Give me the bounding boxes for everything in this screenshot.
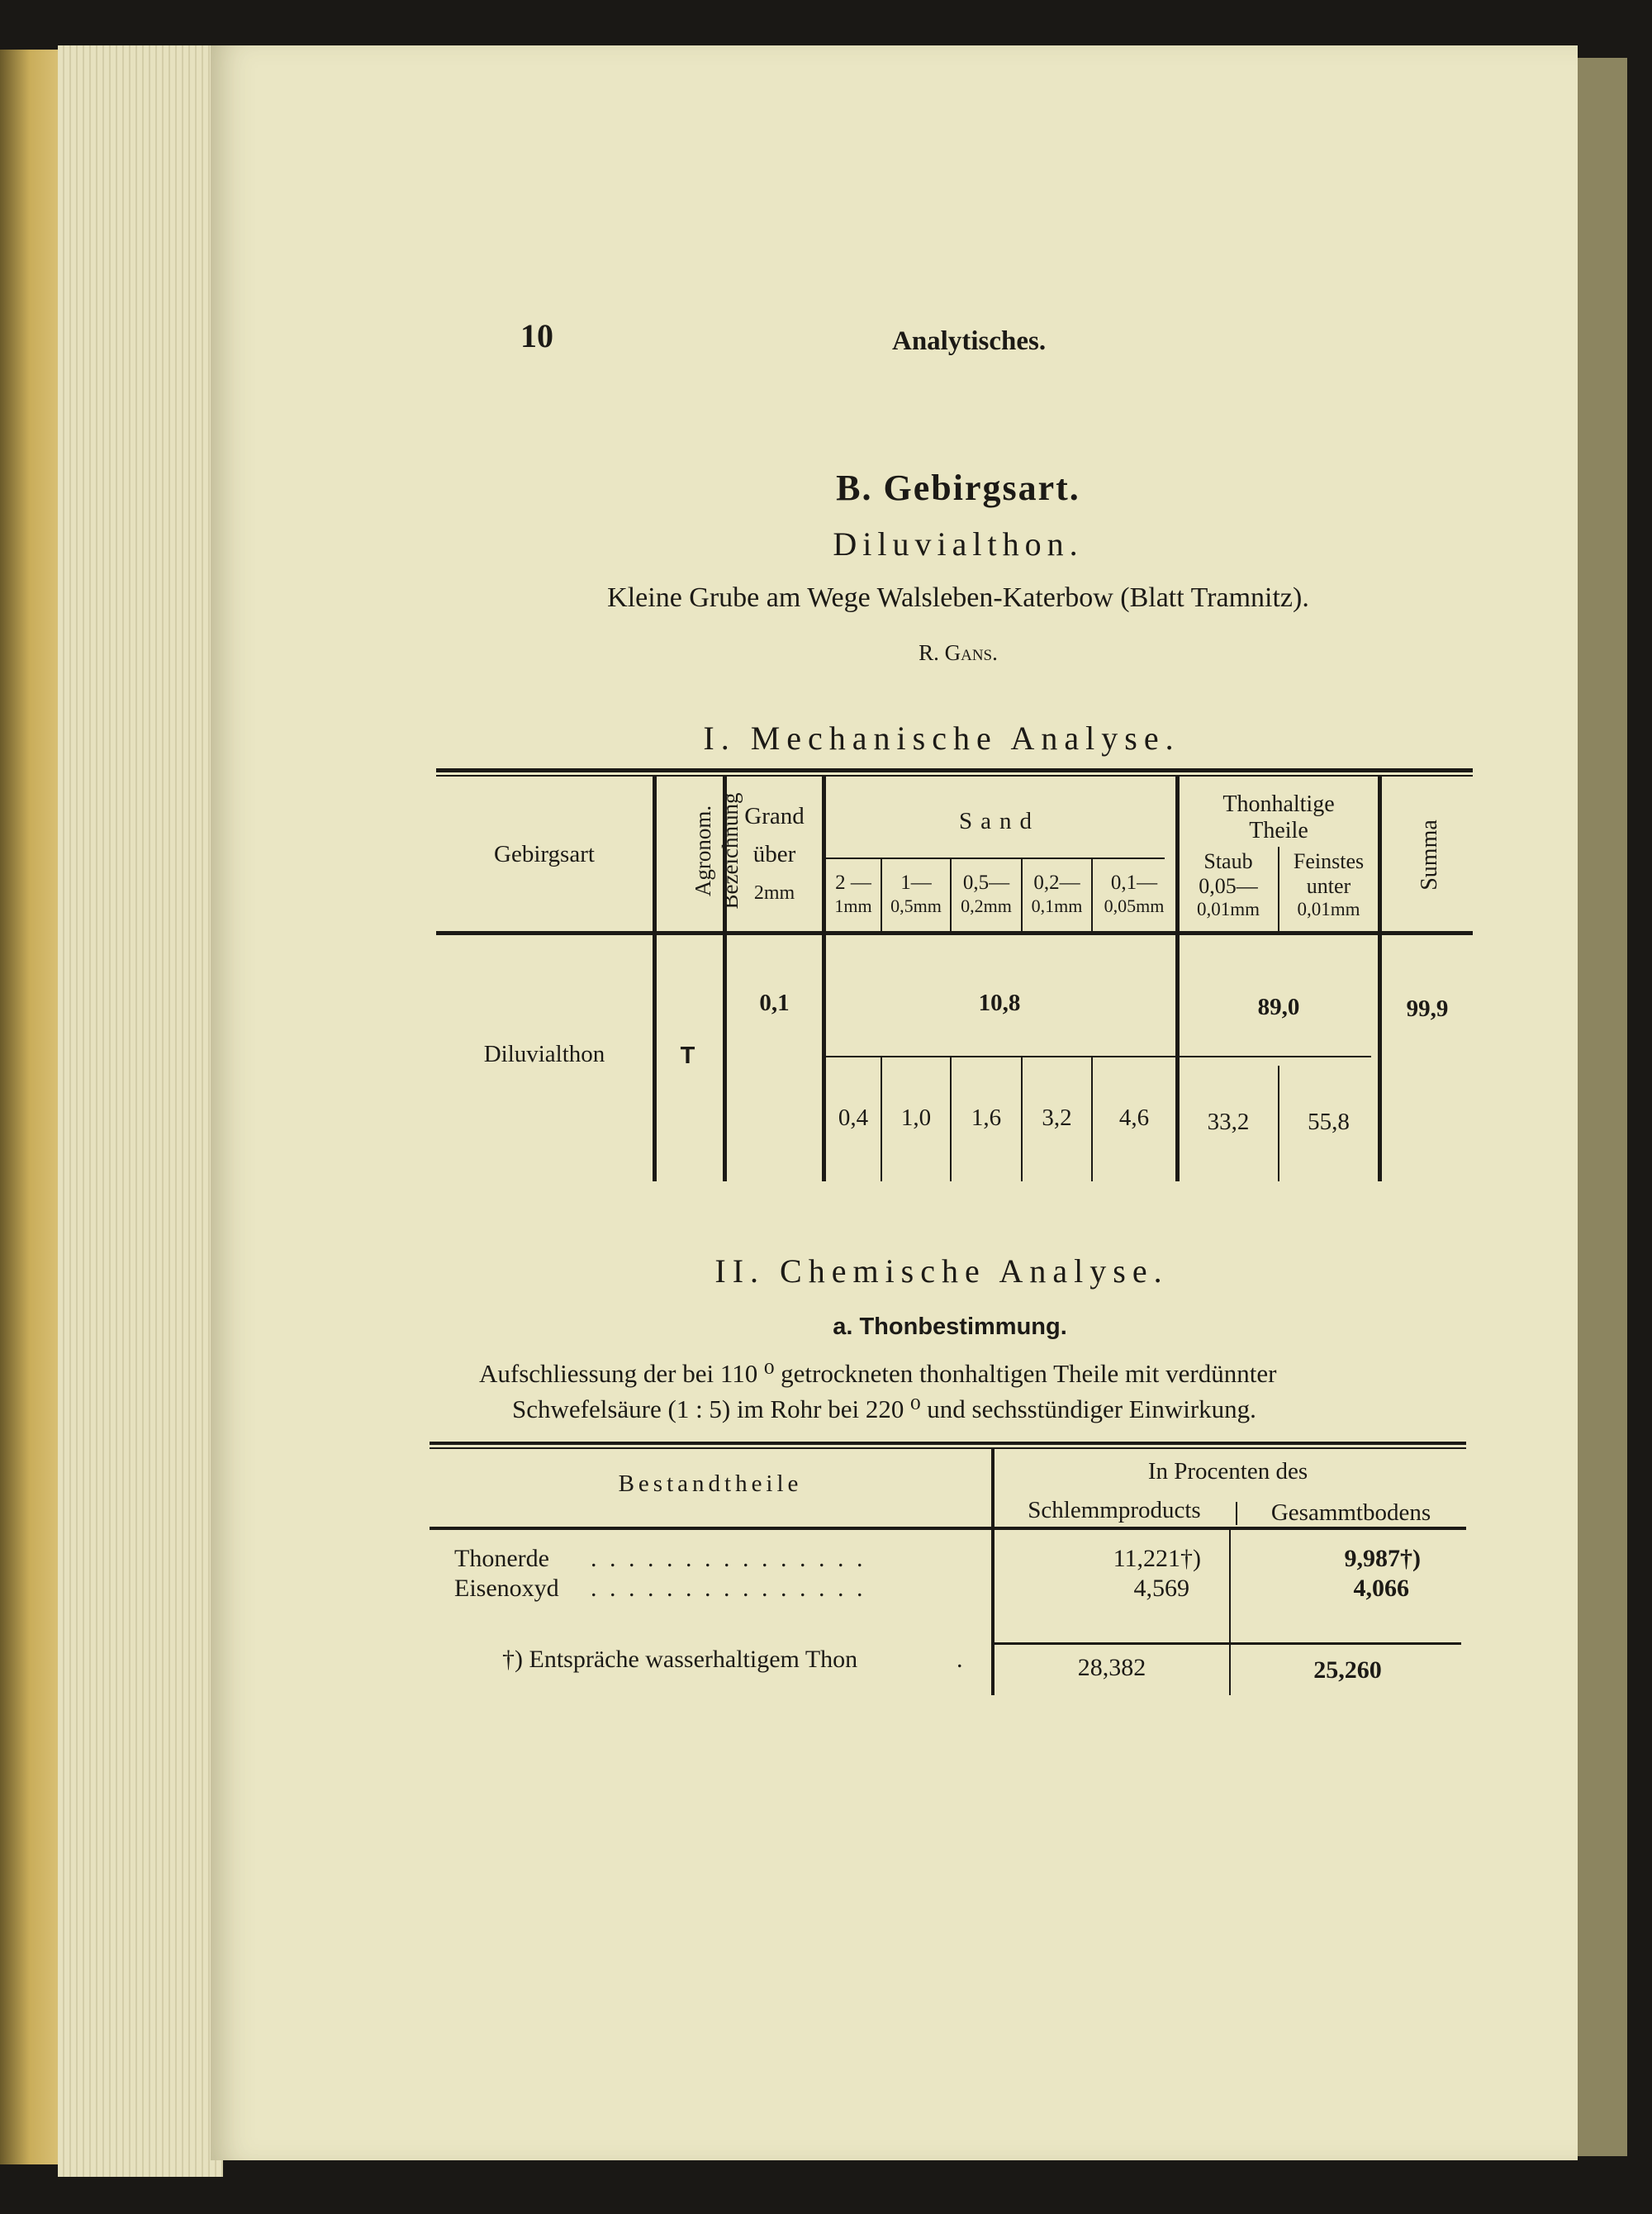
page-stack [58,45,223,2177]
row-thon-total: 89,0 [1257,994,1300,1020]
row-summa: 99,9 [1406,995,1449,1022]
col-thon-2: Theile [1249,818,1308,843]
row-sand-total: 10,8 [978,990,1021,1016]
running-title: Analytisches. [892,326,1047,356]
col-summa: Summa [1417,820,1442,891]
col-grand-2: über [752,841,796,867]
row-1-gesamt: 4,066 [1353,1575,1409,1602]
col-prozent: In Procenten des [1147,1458,1308,1485]
section-subtitle: Diluvialthon. [833,525,1084,563]
row-grand: 0,1 [759,990,790,1016]
col-gebirgsart: Gebirgsart [494,841,595,867]
col-agronom-line2: Bezeichnung [718,792,743,910]
thon-sub-0: Staub 0,05— 0,01mm [1196,849,1260,919]
footnote-dot: . [957,1646,963,1673]
thon-value-0: 33,2 [1207,1109,1250,1135]
page-number: 10 [520,317,553,354]
sand-sub-3: 0,2— 0,1mm [1031,872,1083,916]
col-grand-1: Grand [744,803,805,829]
col-sand: Sand [959,808,1040,834]
row-1-name: Eisenoxyd [454,1575,559,1602]
row-0-name: Thonerde [454,1545,549,1572]
sand-value-1: 1,0 [900,1105,932,1131]
row-0-dots: . . . . . . . . . . . . . . . [591,1545,866,1572]
sand-value-4: 4,6 [1118,1105,1150,1131]
row-1-schlemm: 4,569 [1133,1575,1189,1602]
sand-sub-4: 0,1— 0,05mm [1104,872,1165,916]
chem-para-1: Aufschliessung der bei 110 ⁰ getrockneten thonhaltigen Theile mit verdünnter [479,1359,1277,1388]
author-line: R. Gans. [919,640,998,665]
col-schlemm: Schlemmproducts [1028,1497,1201,1523]
col-thon-1: Thonhaltige [1222,791,1335,817]
col-bestand: Bestandtheile [618,1470,803,1497]
chem-subheading: a. Thonbestimmung. [833,1314,1067,1340]
thon-value-1: 55,8 [1308,1109,1350,1135]
sand-value-3: 3,2 [1042,1105,1072,1131]
chem-heading: II. Chemische Analyse. [714,1252,1169,1290]
footnote-schlemm: 28,382 [1077,1654,1146,1681]
thon-sub-1: Feinstes unter 0,01mm [1293,849,1365,919]
footnote-label: †) Entspräche wasserhaltigem Thon [502,1646,858,1673]
row-1-dots: . . . . . . . . . . . . . . . [591,1575,866,1602]
sand-value-2: 1,6 [971,1105,1002,1131]
row-0-schlemm: 11,221†) [1113,1545,1201,1572]
book-edge-right [1578,58,1627,2156]
col-gesamt: Gesammtbodens [1270,1499,1431,1526]
chem-para-2: Schwefelsäure (1 : 5) im Rohr bei 220 ⁰ und sechsstündiger Einwirkung. [512,1394,1256,1423]
mech-heading: I. Mechanische Analyse. [703,720,1180,757]
location-line: Kleine Grube am Wege Walsleben-Katerbow (Blatt Tramnitz). [607,582,1309,613]
row-0-gesamt: 9,987†) [1344,1545,1421,1572]
book-page [211,45,1578,2160]
footnote-gesamt: 25,260 [1313,1656,1382,1684]
sand-sub-2: 0,5— 0,2mm [961,872,1012,916]
col-agronom [653,777,743,932]
sand-value-0: 0,4 [838,1105,869,1131]
col-grand-3: 2mm [753,882,795,904]
row-gebirgsart: Diluvialthon [483,1041,605,1067]
sand-sub-1: 1— 0,5mm [890,872,942,916]
col-agronom-line1: Agronom. [691,805,715,897]
row-agronom: T [680,1043,695,1069]
section-title: B. Gebirgsart. [836,468,1080,508]
sand-sub-0: 2 — 1mm [834,872,872,916]
